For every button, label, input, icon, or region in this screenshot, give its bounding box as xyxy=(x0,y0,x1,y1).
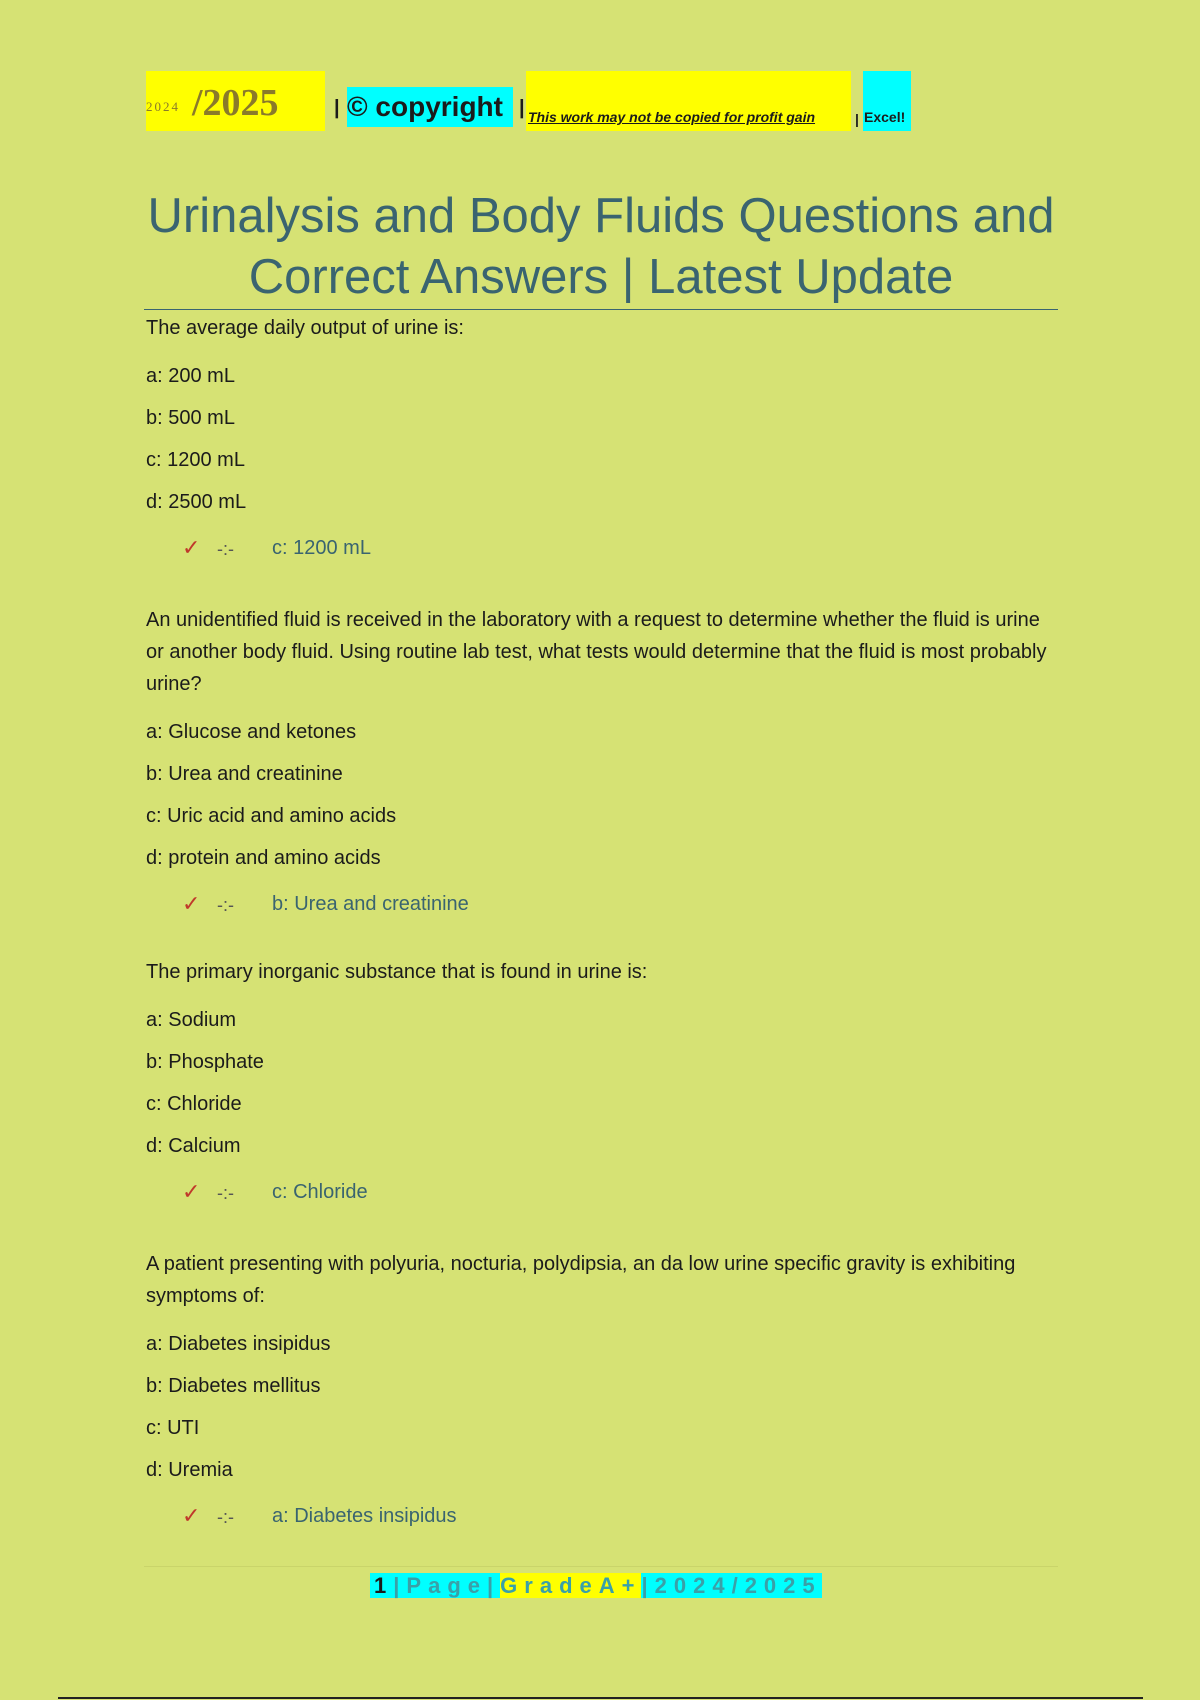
title-divider xyxy=(144,309,1058,310)
page-label: |Page| xyxy=(393,1573,501,1598)
page-footer xyxy=(370,1572,822,1600)
option: b: Phosphate xyxy=(146,1051,264,1073)
question-text: An unidentified fluid is received in the laboratory with a request to determine whether the fluid is urine or another body fluid. Using routine lab test, what tests would determine that the fluid is most probably urine? xyxy=(146,609,1047,695)
copy-notice-text: This work may not be copied for profit gain xyxy=(528,109,816,125)
option: c: Uric acid and amino acids xyxy=(146,805,397,827)
footer-divider xyxy=(144,1566,1058,1567)
option: d: Uremia xyxy=(146,1459,233,1481)
copy-notice xyxy=(526,71,851,131)
header-separator: | xyxy=(855,111,859,127)
answer-separator: -:- xyxy=(217,895,234,915)
checkmark-icon: ✓ xyxy=(182,1179,201,1204)
grade-label: GradeA+ xyxy=(500,1573,642,1598)
header-separator: | xyxy=(334,97,340,119)
answer-separator: -:- xyxy=(217,1183,234,1203)
answer-text: c: 1200 mL xyxy=(272,537,371,559)
question-block xyxy=(146,1248,1056,1529)
option: c: Chloride xyxy=(146,1093,242,1115)
option: b: 500 mL xyxy=(146,407,235,429)
option: a: Sodium xyxy=(146,1009,237,1031)
excel-text: Excel! xyxy=(864,109,906,125)
checkmark-icon: ✓ xyxy=(182,1503,201,1528)
year-big: /2025 xyxy=(192,82,279,124)
answer-row xyxy=(146,1181,1056,1205)
option: c: 1200 mL xyxy=(146,449,245,471)
excel-badge xyxy=(863,71,911,131)
question-text: A patient presenting with polyuria, nocturia, polydipsia, an da low urine specific gravity is exhibiting symptoms of: xyxy=(146,1253,1016,1307)
checkmark-icon: ✓ xyxy=(182,535,201,560)
answer-row xyxy=(146,1505,1056,1529)
option: b: Diabetes mellitus xyxy=(146,1375,321,1397)
year-badge xyxy=(146,71,325,131)
answer-separator: -:- xyxy=(217,539,234,559)
bottom-divider xyxy=(58,1697,1143,1699)
answer-row xyxy=(146,893,1056,917)
answer-row xyxy=(146,537,1056,561)
option: b: Urea and creatinine xyxy=(146,763,343,785)
question-block xyxy=(146,312,1056,561)
answer-text: b: Urea and creatinine xyxy=(272,893,469,915)
answer-text: c: Chloride xyxy=(272,1181,368,1203)
option: c: UTI xyxy=(146,1417,200,1439)
option: a: 200 mL xyxy=(146,365,235,387)
answer-separator: -:- xyxy=(217,1507,234,1527)
option: d: 2500 mL xyxy=(146,491,247,513)
answer-text: a: Diabetes insipidus xyxy=(272,1505,457,1527)
year-small: 2024 xyxy=(146,99,180,114)
option: a: Diabetes insipidus xyxy=(146,1333,331,1355)
question-text: The primary inorganic substance that is found in urine is: xyxy=(146,961,648,983)
header-separator: | xyxy=(519,97,525,119)
copyright-label: © copyright xyxy=(347,87,513,127)
question-block xyxy=(146,604,1056,917)
question-block xyxy=(146,956,1056,1205)
option: d: Calcium xyxy=(146,1135,241,1157)
question-text: The average daily output of urine is: xyxy=(146,317,464,339)
option: d: protein and amino acids xyxy=(146,847,381,869)
checkmark-icon: ✓ xyxy=(182,891,201,916)
page-number: 1 xyxy=(370,1573,393,1598)
option: a: Glucose and ketones xyxy=(146,721,357,743)
page-title: Urinalysis and Body Fluids Questions and Correct Answers | Latest Update xyxy=(147,189,1055,304)
footer-year: |2024/2025 xyxy=(641,1573,822,1598)
